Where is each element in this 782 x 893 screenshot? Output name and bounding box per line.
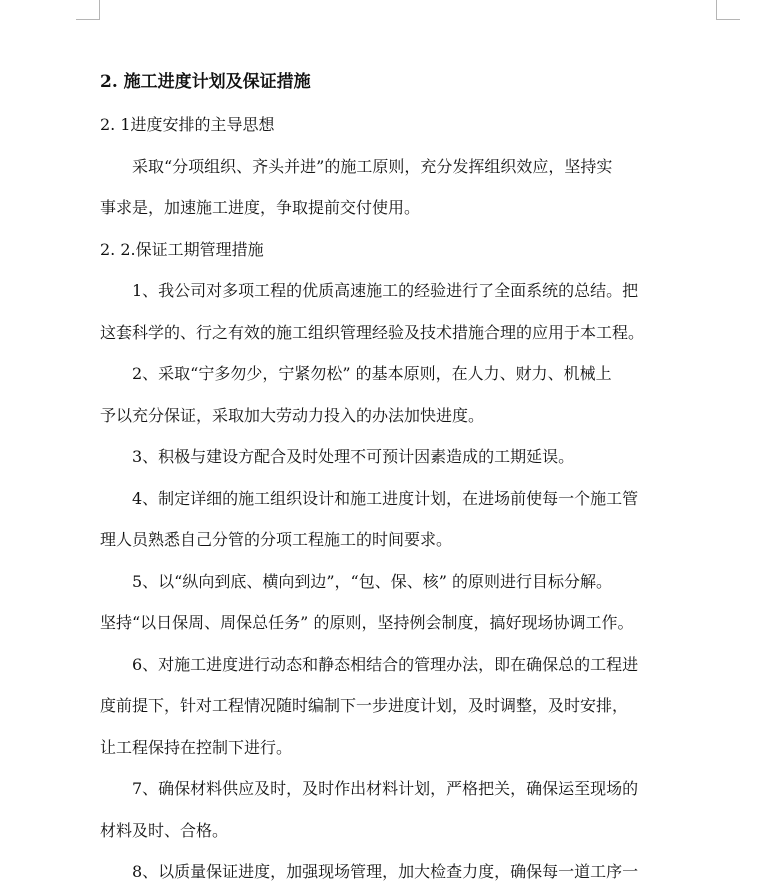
paragraph-line: 度前提下，针对工程情况随时编制下一步进度计划，及时调整，及时安排，	[100, 696, 629, 715]
list-item-8	[100, 851, 720, 893]
list-item-2	[100, 353, 720, 436]
list-item-5	[100, 561, 720, 644]
list-item-6	[100, 644, 720, 769]
document-body	[100, 62, 720, 893]
paragraph-line: 6、对施工进度进行动态和静态相结合的管理办法，即在确保总的工程进	[132, 654, 639, 674]
subsection-heading-1: 2. 1进度安排的主导思想	[100, 115, 275, 134]
paragraph-line: 8、以质量保证进度，加强现场管理，加大检查力度，确保每一道工序一	[132, 862, 639, 881]
list-item-4	[100, 478, 720, 561]
paragraph-line: 3、积极与建设方配合及时处理不可预计因素造成的工期延误。	[132, 447, 575, 466]
list-item-3	[100, 436, 720, 478]
section-heading: 2. 施工进度计划及保证措施	[100, 72, 311, 92]
paragraph-line: 5、以“纵向到底、横向到边”，“包、保、核” 的原则进行目标分解。	[132, 571, 612, 591]
paragraph-line: 7、确保材料供应及时，及时作出材料计划，严格把关，确保运至现场的	[132, 779, 639, 798]
paragraph-line: 理人员熟悉自己分管的分项工程施工的时间要求。	[100, 530, 453, 549]
page-corner-mark-right	[716, 0, 740, 20]
paragraph-line: 事求是，加速施工进度，争取提前交付使用。	[100, 198, 421, 217]
paragraph-line: 采取“分项组织、齐头并进”的施工原则，充分发挥组织效应，坚持实	[132, 156, 613, 176]
paragraph-line: 1、我公司对多项工程的优质高速施工的经验进行了全面系统的总结。把	[132, 281, 639, 300]
paragraph-line: 这套科学的、行之有效的施工组织管理经验及技术措施合理的应用于本工程。	[100, 322, 645, 342]
list-item-7	[100, 768, 720, 851]
paragraph-1	[100, 146, 720, 229]
paragraph-line: 予以充分保证，采取加大劳动力投入的办法加快进度。	[100, 405, 485, 425]
paragraph-line: 材料及时、合格。	[100, 820, 229, 840]
subsection-heading-2: 2. 2.保证工期管理措施	[100, 239, 264, 259]
page-corner-mark-left	[76, 0, 100, 20]
paragraph-line: 2、采取“宁多勿少，宁紧勿松” 的基本原则，在人力、财力、机械上	[132, 364, 612, 383]
paragraph-line: 4、制定详细的施工组织设计和施工进度计划，在进场前使每一个施工管	[132, 488, 639, 508]
paragraph-line: 坚持“以日保周、周保总任务” 的原则，坚持例会制度，搞好现场协调工作。	[100, 613, 634, 632]
list-item-1	[100, 270, 720, 353]
paragraph-line: 让工程保持在控制下进行。	[100, 737, 293, 757]
